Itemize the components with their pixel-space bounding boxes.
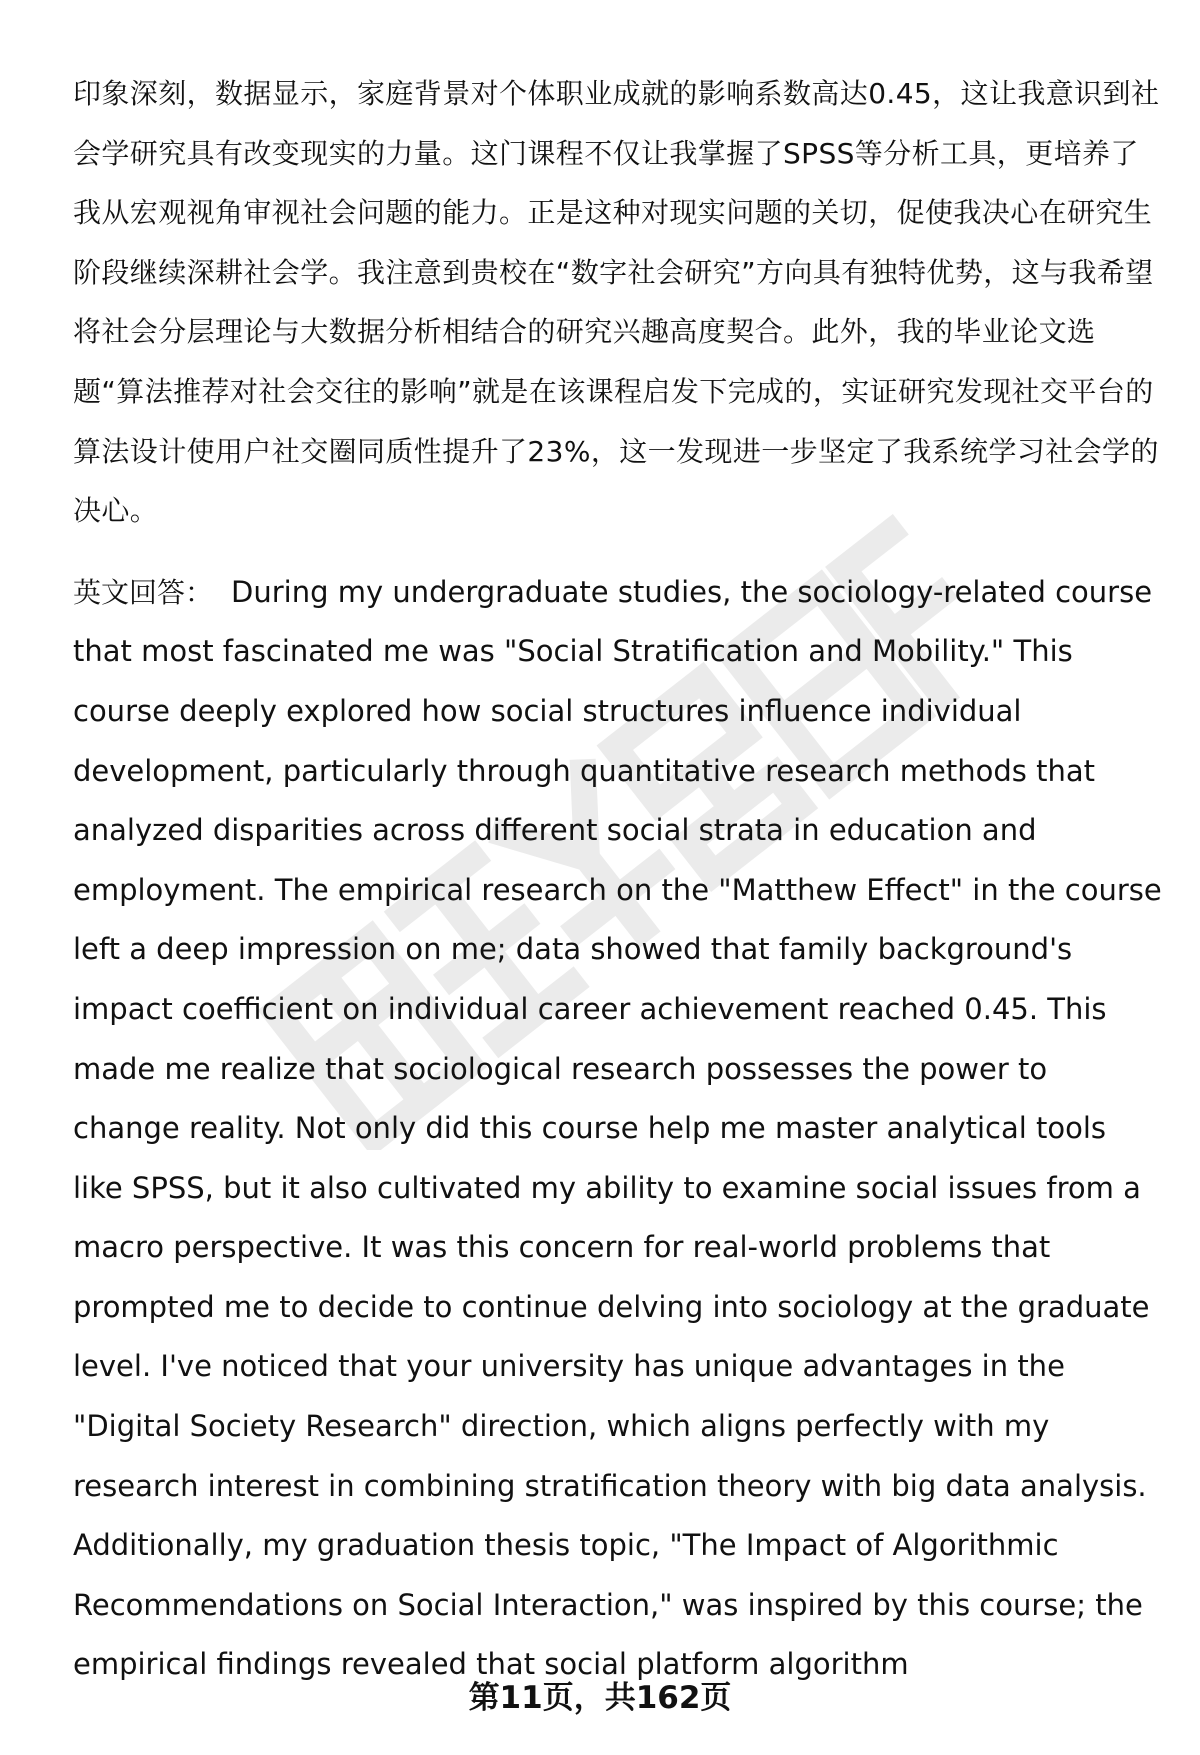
english-answer-paragraph bbox=[73, 563, 1163, 1695]
chinese-answer-paragraph: 印象深刻，数据显示，家庭背景对个体职业成就的影响系数高达0.45，这让我意识到社会学研究具有改变现实的力量。这门课程不仅让我掌握了SPSS等分析工具，更培养了我从宏观视角审视社会问题的能力。正是这种对现实问题的关切，促使我决心在研究生阶段继续深耕社会学。我注意到贵校在“数字社会研究”方向具有独特优势，这与我希望将社会分层理论与大数据分析相结合的研究兴趣高度契合。此外，我的毕业论文选题“算法推荐对社会交往的影响”就是在该课程启发下完成的，实证研究发现社交平台的算法设计使用户社交圈同质性提升了23%，这一发现进一步坚定了我系统学习社会学的决心。 bbox=[73, 77, 1160, 528]
english-answer-text: During my undergraduate studies, the sociology-related course that most fascinated me was "Social Stratification and Mobility." This course deeply explored how social structures influence individual development, particularly through quantitative research methods that analyzed disparities across different social strata in education and employment. The empirical research on the "Matthew Effect" in the course left a deep impression on me; data showed that family background's impact coefficient on individual career achievement reached 0.45. This made me realize that sociological research possesses the power to change reality. Not only did this course help me master analytical tools like SPSS, but it also cultivated my ability to examine social issues from a macro perspective. It was this concern for real-world problems that prompted me to decide to continue delving into sociology at the graduate level. I've noticed that your university has unique advantages in the "Digital Society Research" direction, which aligns perfectly with my research interest in combining stratification theory with big data analysis. Additionally, my graduation thesis topic, "The Impact of Algorithmic Recommendations on Social Interaction," was inspired by this course; the empirical findings revealed that social platform algorithm bbox=[73, 574, 1162, 1682]
page-number-footer: 第11页，共162页 bbox=[468, 1680, 732, 1716]
document-body bbox=[73, 64, 1163, 1695]
english-answer-label: 英文回答： bbox=[73, 575, 214, 609]
